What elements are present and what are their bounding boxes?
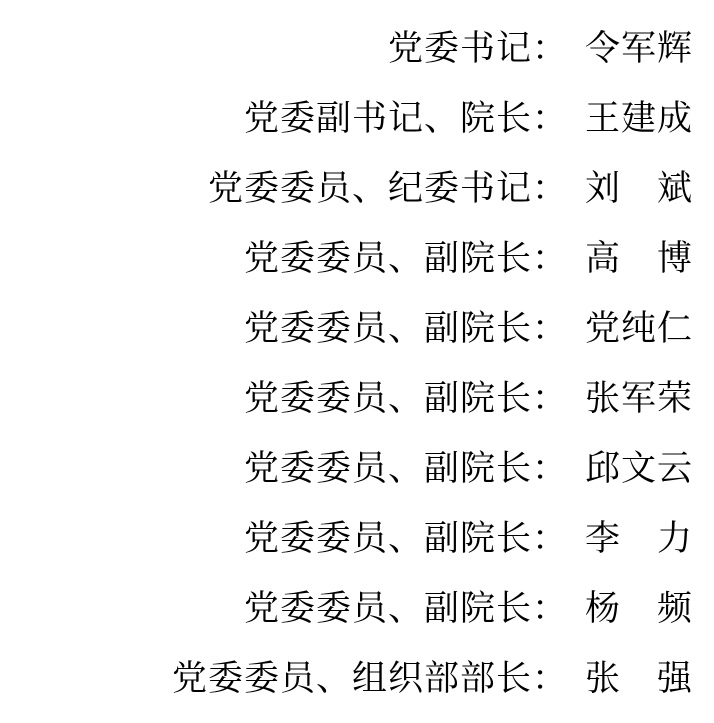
role-name-separator: ： — [531, 589, 567, 629]
table-row — [0, 84, 714, 154]
role-title: 党委副书记、院长 — [243, 99, 532, 139]
role-name-separator: ： — [531, 379, 567, 419]
table-row — [0, 574, 714, 644]
role-name-separator: ： — [531, 519, 567, 559]
table-row — [0, 434, 714, 504]
person-name: 令军辉 — [585, 29, 694, 69]
role-title: 党委委员、副院长 — [243, 519, 532, 559]
role-title: 党委委员、纪委书记 — [207, 169, 532, 209]
role-name-separator: ： — [531, 99, 567, 139]
person-name: 杨 频 — [585, 589, 694, 629]
role-name-separator: ： — [531, 169, 567, 209]
table-row — [0, 224, 714, 294]
person-name: 张军荣 — [585, 379, 694, 419]
person-name: 王建成 — [585, 99, 694, 139]
role-title: 党委委员、副院长 — [243, 449, 532, 489]
role-name-separator: ： — [531, 309, 567, 349]
role-title: 党委委员、副院长 — [243, 379, 532, 419]
role-title: 党委书记 — [387, 29, 532, 69]
role-name-separator: ： — [531, 29, 567, 69]
table-row — [0, 644, 714, 714]
person-name: 党纯仁 — [585, 309, 694, 349]
person-name: 刘 斌 — [585, 169, 694, 209]
role-title: 党委委员、副院长 — [243, 589, 532, 629]
table-row — [0, 294, 714, 364]
person-name: 高 博 — [585, 239, 694, 279]
role-title: 党委委员、副院长 — [243, 309, 532, 349]
role-title: 党委委员、副院长 — [243, 239, 532, 279]
table-row — [0, 364, 714, 434]
table-row — [0, 154, 714, 224]
person-name: 邱文云 — [585, 449, 694, 489]
role-name-separator: ： — [531, 659, 567, 699]
role-title: 党委委员、组织部部长 — [171, 659, 532, 699]
table-row — [0, 14, 714, 84]
role-name-separator: ： — [531, 449, 567, 489]
table-row — [0, 504, 714, 574]
person-name: 李 力 — [585, 519, 694, 559]
role-name-separator: ： — [531, 239, 567, 279]
person-name: 张 强 — [585, 659, 694, 699]
